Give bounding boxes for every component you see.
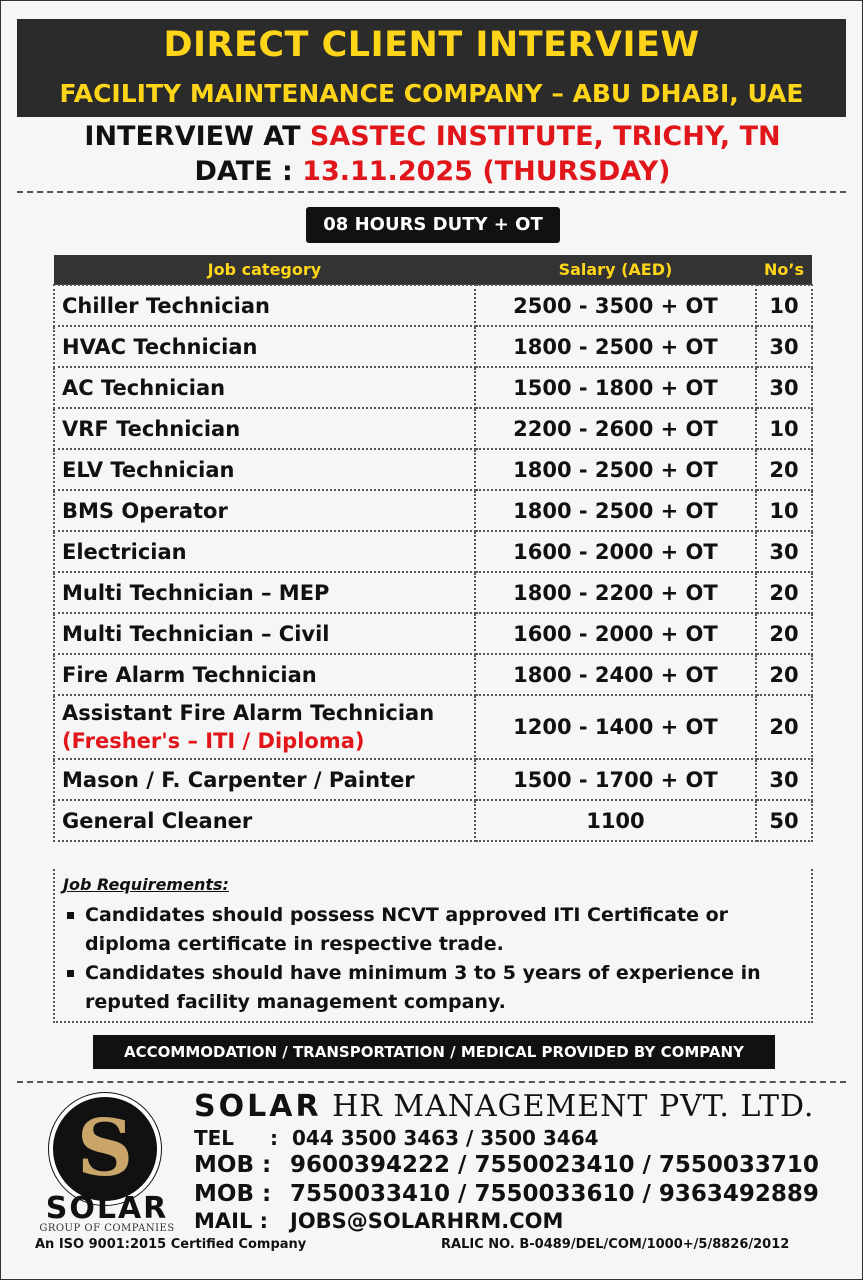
table-row bbox=[54, 695, 812, 759]
table-row bbox=[54, 408, 812, 449]
salary-cell: 1800 - 2500 + OT bbox=[475, 490, 756, 531]
job-category-cell: Electrician bbox=[54, 531, 475, 572]
mail-address[interactable]: JOBS@SOLARHRM.COM bbox=[290, 1209, 564, 1233]
vacancies-cell: 30 bbox=[756, 531, 812, 572]
table-row bbox=[54, 367, 812, 408]
ralic-number: RALIC NO. B-0489/DEL/COM/1000+/5/8826/2012 bbox=[441, 1237, 790, 1252]
title-banner bbox=[17, 19, 846, 117]
divider bbox=[17, 191, 846, 193]
logo-s-mark: S bbox=[76, 1103, 134, 1194]
vacancies-cell: 20 bbox=[756, 654, 812, 695]
table-row bbox=[54, 572, 812, 613]
table-row bbox=[54, 800, 812, 841]
requirement-item: Candidates should possess NCVT approved ITI Certificate or diploma certificate in respective trade. bbox=[63, 901, 803, 959]
requirements-title: Job Requirements: bbox=[63, 875, 229, 894]
vacancies-cell: 30 bbox=[756, 326, 812, 367]
job-category-cell: AC Technician bbox=[54, 367, 475, 408]
table-row bbox=[54, 759, 812, 800]
poster-title: DIRECT CLIENT INTERVIEW bbox=[163, 25, 700, 65]
vacancies-cell: 50 bbox=[756, 800, 812, 841]
mob-line-1: MOB : 9600394222 / 7550023410 / 7550033710 bbox=[194, 1152, 819, 1178]
table-row bbox=[54, 285, 812, 326]
table-header-row bbox=[54, 255, 812, 285]
jobs-table bbox=[53, 255, 813, 842]
square-bullet-icon bbox=[67, 970, 74, 977]
requirements-box bbox=[53, 869, 813, 1023]
header-nos: No’s bbox=[756, 255, 812, 285]
salary-cell: 2500 - 3500 + OT bbox=[475, 285, 756, 326]
duty-hours-badge: 08 HOURS DUTY + OT bbox=[306, 207, 560, 243]
poster-subtitle: FACILITY MAINTENANCE COMPANY – ABU DHABI, UAE bbox=[59, 79, 804, 108]
table-row bbox=[54, 449, 812, 490]
job-category-cell: Multi Technician – MEP bbox=[54, 572, 475, 613]
job-category-cell: Assistant Fire Alarm Technician (Fresher's – ITI / Diploma) bbox=[54, 695, 475, 759]
requirement-item: Candidates should have minimum 3 to 5 years of experience in reputed facility management company. bbox=[63, 959, 803, 1017]
job-category-cell: ELV Technician bbox=[54, 449, 475, 490]
salary-cell: 1800 - 2500 + OT bbox=[475, 326, 756, 367]
job-category-cell: Chiller Technician bbox=[54, 285, 475, 326]
job-category-cell: Multi Technician – Civil bbox=[54, 613, 475, 654]
vacancies-cell: 10 bbox=[756, 490, 812, 531]
company-name: SOLAR HR MANAGEMENT PVT. LTD. bbox=[194, 1089, 815, 1124]
date-prefix: DATE : bbox=[194, 156, 303, 187]
vacancies-cell: 20 bbox=[756, 572, 812, 613]
job-category-note: (Fresher's – ITI / Diploma) bbox=[62, 729, 365, 753]
salary-cell: 1500 - 1700 + OT bbox=[475, 759, 756, 800]
salary-cell: 1200 - 1400 + OT bbox=[475, 695, 756, 759]
interview-prefix: INTERVIEW AT bbox=[84, 121, 310, 152]
table-row bbox=[54, 613, 812, 654]
salary-cell: 1600 - 2000 + OT bbox=[475, 613, 756, 654]
solar-logo-icon bbox=[49, 1093, 161, 1205]
mob-line-2: MOB : 7550033410 / 7550033610 / 9363492889 bbox=[194, 1181, 819, 1207]
mob-numbers-1[interactable]: 9600394222 / 7550023410 / 7550033710 bbox=[290, 1152, 819, 1178]
salary-cell: 1600 - 2000 + OT bbox=[475, 531, 756, 572]
iso-certification: An ISO 9001:2015 Certified Company bbox=[35, 1237, 307, 1252]
job-category-cell: Fire Alarm Technician bbox=[54, 654, 475, 695]
job-category-cell: General Cleaner bbox=[54, 800, 475, 841]
header-job-category: Job category bbox=[54, 255, 475, 285]
footer-divider bbox=[17, 1081, 846, 1083]
interview-venue: SASTEC INSTITUTE, TRICHY, TN bbox=[309, 121, 781, 152]
table-row bbox=[54, 531, 812, 572]
requirements-list bbox=[63, 901, 803, 1017]
vacancies-cell: 20 bbox=[756, 449, 812, 490]
interview-date: 13.11.2025 (THURSDAY) bbox=[302, 156, 671, 187]
job-category-cell: Mason / F. Carpenter / Painter bbox=[54, 759, 475, 800]
vacancies-cell: 20 bbox=[756, 613, 812, 654]
salary-cell: 2200 - 2600 + OT bbox=[475, 408, 756, 449]
square-bullet-icon bbox=[67, 912, 74, 919]
benefits-banner: ACCOMMODATION / TRANSPORTATION / MEDICAL PROVIDED BY COMPANY bbox=[93, 1035, 775, 1069]
vacancies-cell: 20 bbox=[756, 695, 812, 759]
tel-number[interactable]: 044 3500 3463 / 3500 3464 bbox=[292, 1126, 599, 1150]
tel-line: TEL : 044 3500 3463 / 3500 3464 bbox=[194, 1126, 599, 1150]
salary-cell: 1800 - 2400 + OT bbox=[475, 654, 756, 695]
salary-cell: 1500 - 1800 + OT bbox=[475, 367, 756, 408]
table-row bbox=[54, 654, 812, 695]
job-category-cell: BMS Operator bbox=[54, 490, 475, 531]
salary-cell: 1100 bbox=[475, 800, 756, 841]
salary-cell: 1800 - 2500 + OT bbox=[475, 449, 756, 490]
table-row bbox=[54, 326, 812, 367]
table-row bbox=[54, 490, 812, 531]
vacancies-cell: 30 bbox=[756, 759, 812, 800]
logo-tagline: GROUP OF COMPANIES bbox=[39, 1223, 175, 1234]
interview-venue-line bbox=[1, 121, 863, 152]
job-category-cell: HVAC Technician bbox=[54, 326, 475, 367]
logo-wordmark: SOLAR bbox=[45, 1191, 169, 1226]
vacancies-cell: 30 bbox=[756, 367, 812, 408]
mail-line: MAIL : JOBS@SOLARHRM.COM bbox=[194, 1209, 564, 1233]
salary-cell: 1800 - 2200 + OT bbox=[475, 572, 756, 613]
mob-numbers-2[interactable]: 7550033410 / 7550033610 / 9363492889 bbox=[290, 1181, 819, 1207]
vacancies-cell: 10 bbox=[756, 408, 812, 449]
header-salary: Salary (AED) bbox=[475, 255, 756, 285]
interview-date-line bbox=[1, 156, 863, 187]
vacancies-cell: 10 bbox=[756, 285, 812, 326]
job-category-cell: VRF Technician bbox=[54, 408, 475, 449]
